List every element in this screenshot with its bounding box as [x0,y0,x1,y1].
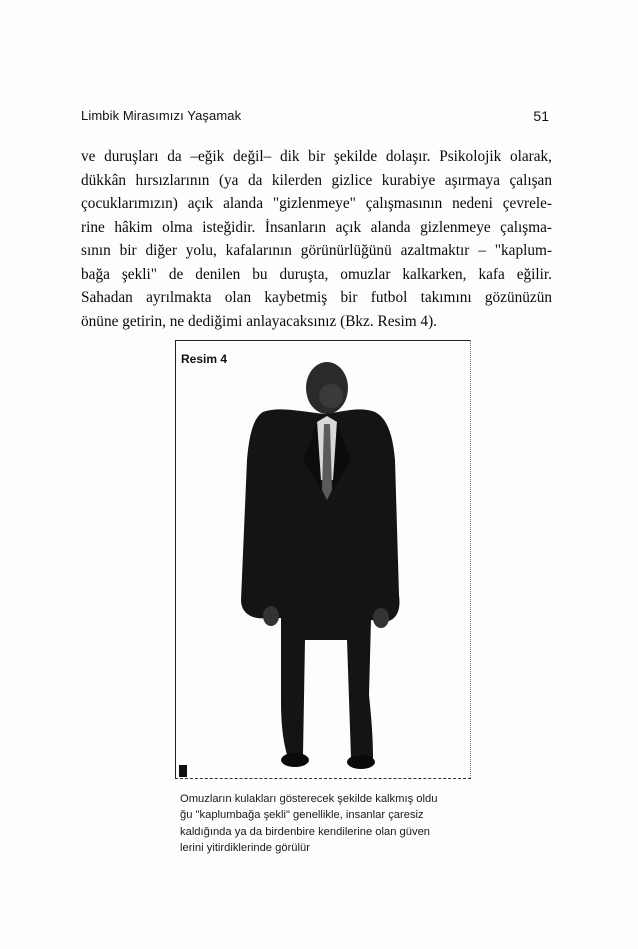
body-line: önüne getirin, ne dediğimi anlayacaksınız (Bkz. Resim 4). [81,312,437,330]
chapter-title: Limbik Mirasımızı Yaşamak [81,108,242,123]
left-hand [263,606,279,626]
caption-line: lerini yitirdiklerinde görülür [180,841,310,854]
caption-line: kaldığında ya da birdenbire kendilerine olan güven [180,825,431,838]
figure-label: Resim 4 [181,352,228,366]
body-line: dükkân hırsızlarının (ya da kilerden gizlice kurabiye aşırmaya çalışan [81,171,552,189]
floor-shadow [179,765,187,777]
caption-line: Omuzların kulakları gösterecek şekilde kalkmış oldu [180,793,438,805]
figure-caption [180,791,470,856]
right-hand [373,608,389,628]
body-line: ve duruşları da –eğik değil– dik bir şekilde dolaşır. Psikolojik olarak, [81,148,552,165]
body-line: sının bir diğer yolu, kafalarının görünürlüğünü azaltmaktır – "kaplum- [81,242,552,259]
caption-line: ğu "kaplumbağa şekli" genellikle, insanlar çaresiz [180,809,424,822]
body-paragraph [81,145,552,333]
running-header [81,108,549,128]
body-line: bağa şekli" de denilen bu duruşta, omuzlar kalkarken, kafa eğilir. [81,265,552,283]
body-line: Sahadan ayrılmakta olan kaybetmiş bir futbol takımını gözünüzün [81,289,552,306]
right-shoe [347,755,375,769]
man-in-suit-photo [175,340,471,780]
left-shoe [281,753,309,767]
page-number: 51 [533,108,549,124]
figure-resim-4 [175,340,471,780]
face-shadow [319,384,343,408]
body-line: rine hâkim olma isteğidir. İnsanların açık alanda gizlenmeye çalışma- [81,218,552,236]
body-line: çocuklarımızın) açık alanda "gizlenmeye" çalışmasının nedeni çevrele- [81,195,552,212]
